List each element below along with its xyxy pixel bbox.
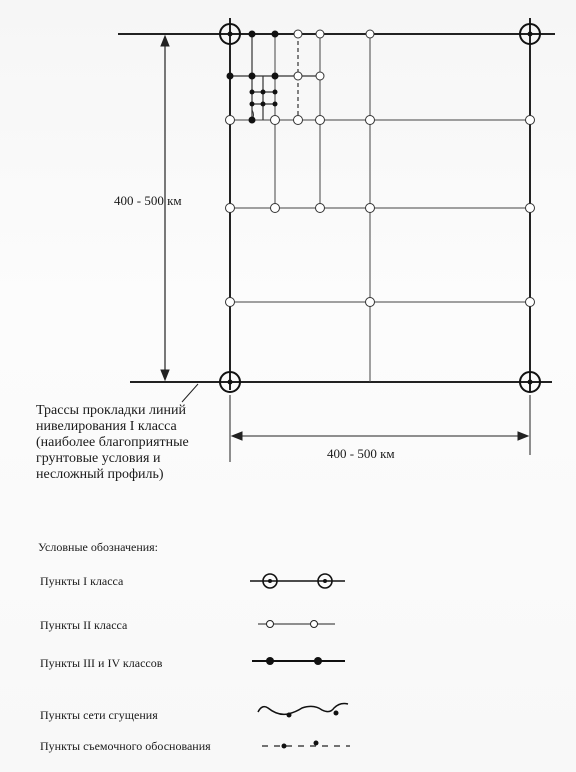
densification-point-icon xyxy=(334,711,339,716)
legend-label-densification: Пункты сети сгущения xyxy=(40,708,158,722)
legend-label-survey: Пункты съемочного обоснования xyxy=(40,739,211,753)
class-2-point-icon xyxy=(366,30,374,38)
main-polygon-lines xyxy=(118,18,555,392)
route-note: Трассы прокладки линий нивелирования I класса (наиболее благоприятные грунтовые условия и несложный профиль) xyxy=(36,403,189,482)
class-2-point-icon xyxy=(316,116,325,125)
class-2-point-icon xyxy=(294,116,303,125)
class-3-4-point-icon xyxy=(249,117,256,124)
class-2-point-icon xyxy=(267,621,274,628)
class-2-point-icon xyxy=(226,204,235,213)
legend-title: Условные обозначения: xyxy=(38,540,159,554)
densification-point-icon xyxy=(287,713,292,718)
class-2-point-icon xyxy=(294,30,302,38)
survey-point-icon xyxy=(314,741,319,746)
class-2-point-icon xyxy=(366,116,375,125)
class-2-point-icon xyxy=(526,204,535,213)
class-2-point-icon xyxy=(366,204,375,213)
class-2-points xyxy=(226,30,535,307)
horizontal-dimension-label: 400 - 500 км xyxy=(327,446,395,461)
vertical-dimension-label: 400 - 500 км xyxy=(114,193,182,208)
densification-point-icon xyxy=(250,102,255,107)
class-2-point-icon xyxy=(311,621,318,628)
class-2-point-icon xyxy=(316,72,324,80)
class-2-point-icon xyxy=(294,72,302,80)
densification-point-icon xyxy=(273,102,278,107)
legend-label-class-1: Пункты I класса xyxy=(40,574,124,588)
densification-point-icon xyxy=(250,90,255,95)
survey-point-icon xyxy=(282,744,287,749)
legend-symbol-class-3-4 xyxy=(252,657,345,665)
densification-point-icon xyxy=(261,90,266,95)
class-3-4-point-icon xyxy=(227,73,234,80)
class-2-point-icon xyxy=(316,30,324,38)
class-2-point-icon xyxy=(226,116,235,125)
class-3-4-point-icon xyxy=(314,657,322,665)
legend-symbol-survey xyxy=(262,741,350,749)
vertical-dimension-arrow xyxy=(161,36,169,380)
class-2-point-icon xyxy=(226,298,235,307)
class-2-point-icon xyxy=(526,116,535,125)
route-pointer-line xyxy=(182,384,198,402)
legend-symbol-class-2 xyxy=(258,621,335,628)
class-3-4-point-icon xyxy=(249,73,256,80)
legend-symbol-densification xyxy=(258,704,348,718)
legend-label-class-2: Пункты II класса xyxy=(40,618,128,632)
class-2-point-icon xyxy=(316,204,325,213)
class-3-4-point-icon xyxy=(266,657,274,665)
class-3-4-point-icon xyxy=(249,31,256,38)
class-2-point-icon xyxy=(526,298,535,307)
class-3-4-point-icon xyxy=(272,31,279,38)
class-2-point-icon xyxy=(366,298,375,307)
class-2-point-icon xyxy=(271,116,280,125)
legend-label-class-3-4: Пункты III и IV классов xyxy=(40,656,163,670)
densification-point-icon xyxy=(273,90,278,95)
legend-symbol-class-1 xyxy=(250,574,345,588)
class-2-point-icon xyxy=(271,204,280,213)
densification-point-icon xyxy=(261,102,266,107)
class-3-4-point-icon xyxy=(272,73,279,80)
